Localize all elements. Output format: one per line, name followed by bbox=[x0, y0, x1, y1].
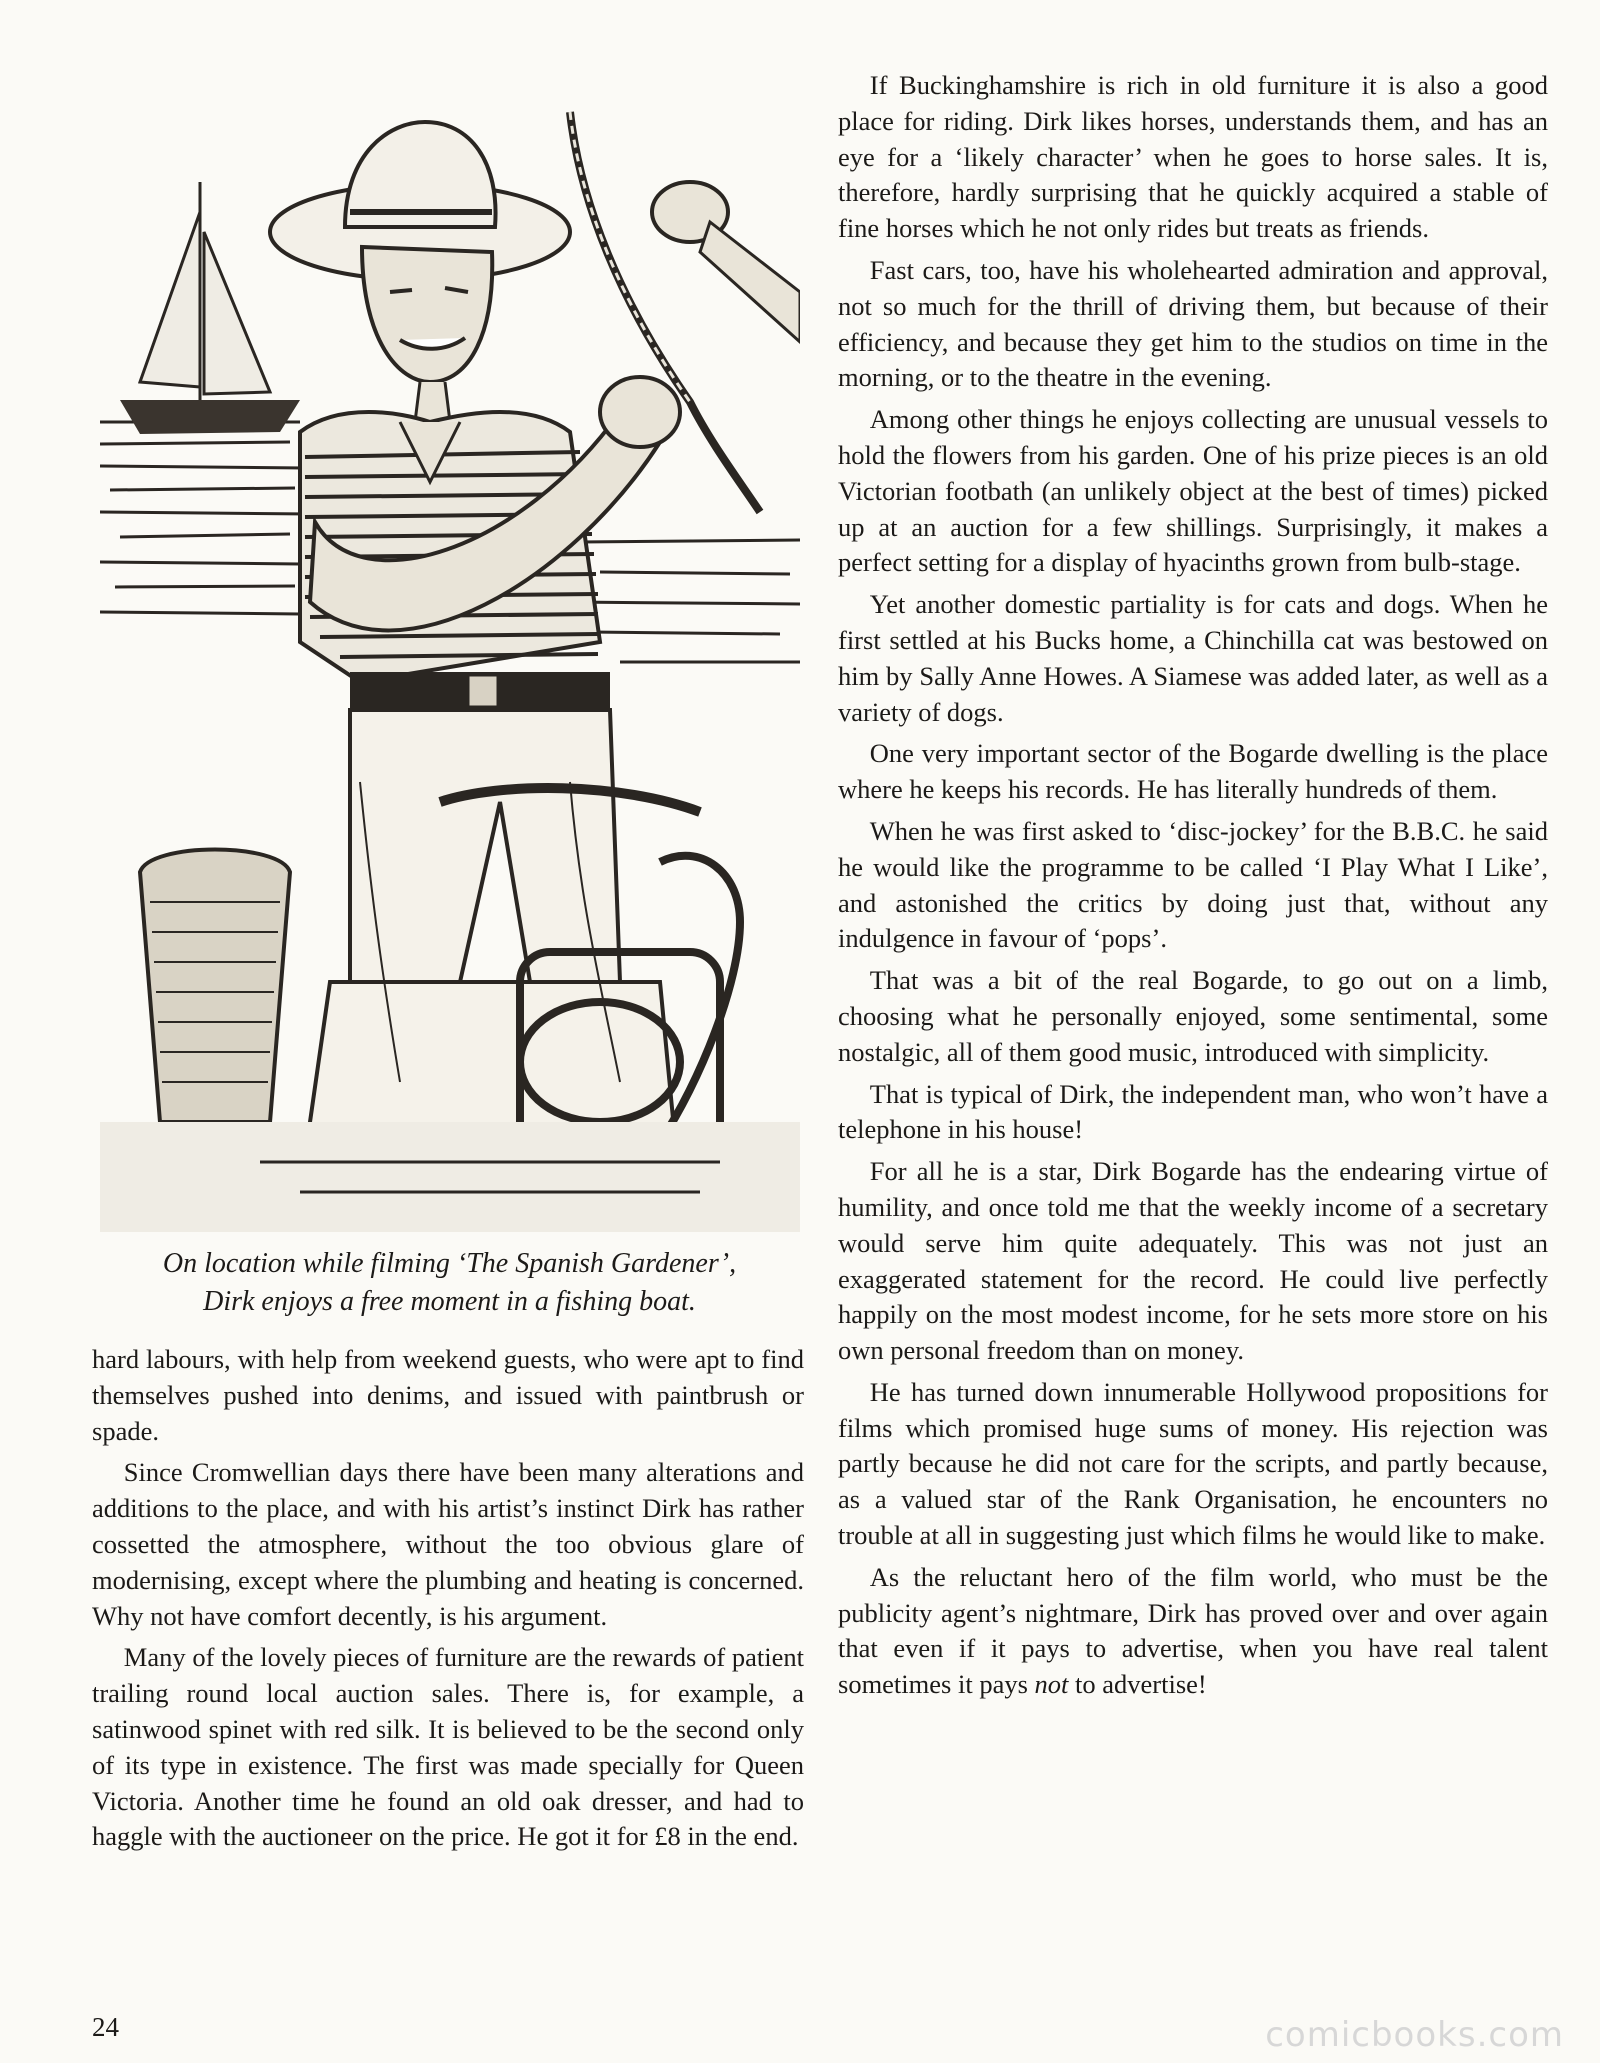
right-paragraph-6: When he was first asked to ‘disc-jockey’ for the B.B.C. he said he would like the programme to be called ‘I Play What I Like’, and astonished the critics by doing just that, without any indulgence in favour of ‘pops’. bbox=[838, 815, 1548, 954]
p11-text-before: As the reluctant hero of the film world, who must be the publicity agent’s nightmare, Dirk has proved over and over again that even if it pays to advertise, when you have real talent sometimes it pays bbox=[838, 1561, 1548, 1700]
right-paragraph-8: That is typical of Dirk, the independent man, who won’t have a telephone in his house! bbox=[838, 1078, 1548, 1145]
right-paragraph-9: For all he is a star, Dirk Bogarde has the endearing virtue of humility, and once told me that the weekly income of a secretary would serve him quite adequately. This was not just an exaggerated statement for the record. He could live perfectly happily on the most modest income, for he sets more store on his own personal freedom than on money. bbox=[838, 1156, 1548, 1366]
caption-line-2: Dirk enjoys a free moment in a fishing boat. bbox=[203, 1286, 696, 1317]
left-text-column bbox=[92, 1342, 804, 1861]
caption-line-1: On location while filming ‘The Spanish Gardener’, bbox=[162, 1248, 737, 1279]
right-paragraph-2: Fast cars, too, have his wholehearted admiration and approval, not so much for the thrill of driving them, but because of their efficiency, and because they get him to the studios on time in the morning, or to the theatre in the evening. bbox=[838, 254, 1548, 393]
right-text-column bbox=[838, 68, 1548, 1709]
right-paragraph-5: One very important sector of the Bogarde dwelling is the place where he keeps his records. He has literally hundreds of them. bbox=[838, 738, 1548, 805]
right-paragraph-1: If Buckinghamshire is rich in old furniture it is also a good place for riding. Dirk likes horses, understands them, and has an eye for a ‘likely character’ when he goes to horse sales. It is, therefore, hardly surprising that he quickly acquired a stable of fine horses which he not only rides but treats as friends. bbox=[838, 70, 1548, 244]
p11-italic-word: not bbox=[1034, 1669, 1069, 1700]
left-paragraph-2: Since Cromwellian days there have been many alterations and additions to the place, and with his artist’s instinct Dirk has rather cossetted the atmosphere, without the too obvious glare of modernising, except where the plumbing and heating is concerned. Why not have comfort decently, is his argument. bbox=[92, 1457, 804, 1631]
illustration-sailor-sketch bbox=[100, 82, 800, 1232]
face bbox=[362, 247, 492, 422]
watermark: comicbooks.com bbox=[1265, 2015, 1564, 2055]
page-number: 24 bbox=[92, 2012, 119, 2042]
illustration-caption bbox=[92, 1245, 807, 1321]
baskets bbox=[140, 850, 290, 1123]
right-paragraph-3: Among other things he enjoys collecting are unusual vessels to hold the flowers from his garden. One of his prize pieces is an old Victorian footbath (an unlikely object at the best of times) picked up at an auction for a few shillings. Surprisingly, it makes a perfect setting for a display of hyacinths grown from bulb-stage. bbox=[838, 404, 1548, 578]
right-paragraph-10: He has turned down innumerable Hollywood propositions for films which promised huge sums of money. His rejection was partly because he did not care for the scripts, and partly because, as a valued star of the Rank Organisation, he encounters no trouble at all in suggesting just which films he would like to make. bbox=[838, 1376, 1548, 1551]
left-paragraph-3: Many of the lovely pieces of furniture are the rewards of patient trailing round local auction sales. There is, for example, a satinwood spinet with red silk. It is believed to be the second only of its type in existence. The first was made specially for Queen Victoria. Another time he found an old oak dresser, and had to haggle with the auctioneer on the price. He got it for £8 in the end. bbox=[92, 1642, 804, 1852]
right-paragraph-7: That was a bit of the real Bogarde, to go out on a limb, choosing what he personally enjoyed, some sentimental, some nostalgic, all of them good music, introduced with simplicity. bbox=[838, 965, 1548, 1067]
left-paragraph-1: hard labours, with help from weekend guests, who were apt to find themselves pushed into denims, and issued with paintbrush or spade. bbox=[92, 1344, 804, 1446]
right-paragraph-4: Yet another domestic partiality is for cats and dogs. When he first settled at his Bucks home, a Chinchilla cat was bestowed on him by Sally Anne Howes. A Siamese was added later, as well as a variety of dogs. bbox=[838, 589, 1548, 727]
p11-text-after: to advertise! bbox=[1068, 1669, 1207, 1700]
right-paragraph-11 bbox=[838, 1560, 1548, 1703]
sketch-drawing bbox=[100, 82, 800, 1232]
